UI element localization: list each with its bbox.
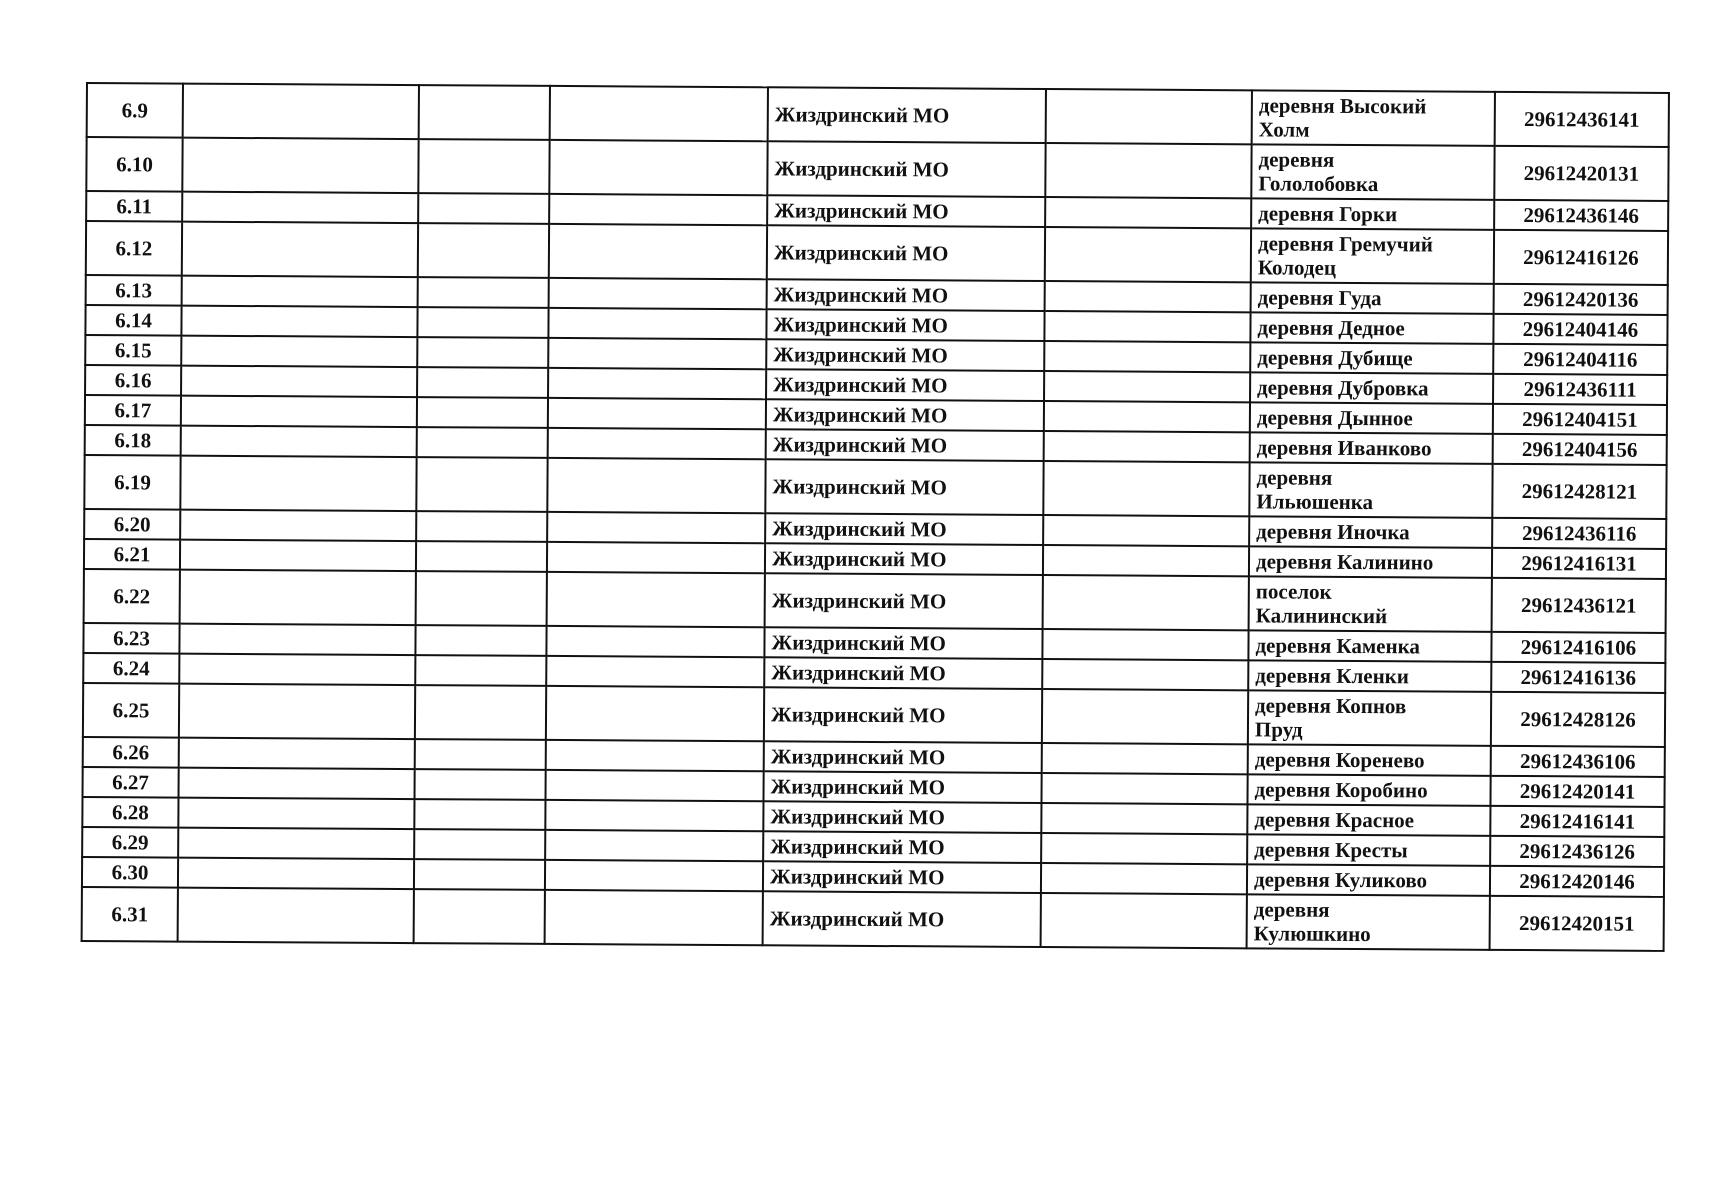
settlement-cell bbox=[1249, 516, 1492, 548]
settlement-name-line: деревня Гремучий bbox=[1257, 231, 1433, 257]
table-body bbox=[82, 83, 1669, 951]
empty-cell bbox=[181, 336, 417, 367]
empty-cell bbox=[182, 192, 418, 223]
settlement-name-line: поселок bbox=[1255, 579, 1332, 604]
settlement-name-line: Пруд bbox=[1254, 717, 1303, 742]
empty-cell bbox=[1041, 773, 1247, 804]
row-number-cell: 6.25 bbox=[83, 683, 179, 738]
row-number-cell: 6.10 bbox=[86, 137, 182, 192]
settlement-cell bbox=[1247, 894, 1490, 950]
empty-cell bbox=[549, 278, 767, 309]
municipality-cell: Жиздринский МО bbox=[766, 339, 1044, 371]
empty-cell bbox=[182, 276, 418, 307]
municipality-cell: Жиздринский МО bbox=[767, 141, 1045, 197]
municipality-cell: Жиздринский МО bbox=[765, 513, 1043, 545]
municipality-cell: Жиздринский МО bbox=[765, 573, 1043, 629]
empty-cell bbox=[549, 140, 767, 195]
municipality-cell: Жиздринский МО bbox=[763, 801, 1041, 833]
empty-cell bbox=[548, 368, 766, 399]
oktmo-code-cell: 29612420131 bbox=[1494, 146, 1668, 201]
empty-cell bbox=[1044, 431, 1250, 462]
settlement-name-line: деревня Кленки bbox=[1255, 663, 1409, 689]
row-number-cell: 6.31 bbox=[82, 887, 178, 942]
settlement-name-line: деревня bbox=[1253, 897, 1330, 922]
oktmo-code-cell: 29612420151 bbox=[1490, 896, 1664, 951]
empty-cell bbox=[179, 768, 415, 799]
empty-cell bbox=[1045, 227, 1251, 282]
settlement-cell bbox=[1250, 372, 1493, 404]
settlement-cell bbox=[1248, 744, 1491, 776]
empty-cell bbox=[1041, 893, 1247, 948]
settlement-cell bbox=[1251, 198, 1494, 230]
oktmo-code-cell: 29612420141 bbox=[1490, 776, 1664, 807]
municipality-cell: Жиздринский МО bbox=[764, 627, 1042, 659]
oktmo-code-cell: 29612436111 bbox=[1493, 374, 1667, 405]
empty-cell bbox=[1041, 863, 1247, 894]
empty-cell bbox=[1041, 803, 1247, 834]
settlement-name-line: деревня bbox=[1258, 147, 1335, 172]
settlements-table bbox=[81, 82, 1670, 952]
settlement-cell bbox=[1252, 90, 1495, 146]
municipality-cell: Жиздринский МО bbox=[767, 195, 1045, 227]
settlement-cell bbox=[1247, 804, 1490, 836]
municipality-cell: Жиздринский МО bbox=[763, 891, 1041, 947]
oktmo-code-cell: 29612428121 bbox=[1492, 464, 1666, 519]
settlement-cell bbox=[1247, 864, 1490, 896]
empty-cell bbox=[181, 306, 417, 337]
settlement-cell bbox=[1249, 546, 1492, 578]
empty-cell bbox=[418, 139, 549, 194]
empty-cell bbox=[416, 571, 547, 626]
table-row bbox=[86, 137, 1668, 201]
empty-cell bbox=[548, 308, 766, 339]
row-number-cell: 6.27 bbox=[83, 767, 179, 798]
settlement-name-line: деревня Коробино bbox=[1254, 777, 1428, 803]
settlement-name-line: Ильюшенка bbox=[1256, 489, 1374, 515]
settlement-name-line: деревня Коренево bbox=[1254, 747, 1425, 773]
row-number-cell: 6.15 bbox=[85, 335, 181, 366]
empty-cell bbox=[418, 277, 549, 308]
empty-cell bbox=[1044, 401, 1250, 432]
row-number-cell: 6.22 bbox=[84, 569, 180, 624]
settlement-name-line: деревня Кресты bbox=[1254, 837, 1408, 863]
empty-cell bbox=[415, 625, 546, 656]
settlement-cell bbox=[1250, 342, 1493, 374]
settlement-name-line: деревня Иночка bbox=[1256, 519, 1410, 545]
empty-cell bbox=[1043, 545, 1249, 576]
table-row bbox=[83, 683, 1665, 747]
row-number-cell: 6.29 bbox=[82, 827, 178, 858]
row-number-cell: 6.16 bbox=[85, 365, 181, 396]
oktmo-code-cell: 29612420146 bbox=[1490, 866, 1664, 897]
oktmo-code-cell: 29612416136 bbox=[1491, 662, 1665, 693]
settlement-name-line: деревня Дедное bbox=[1257, 315, 1405, 341]
settlement-cell bbox=[1249, 576, 1492, 632]
settlement-name-line: Холм bbox=[1258, 117, 1310, 142]
settlement-name-line: деревня Иванково bbox=[1256, 435, 1432, 461]
settlement-cell bbox=[1247, 834, 1490, 866]
empty-cell bbox=[182, 138, 418, 193]
empty-cell bbox=[416, 541, 547, 572]
empty-cell bbox=[414, 859, 545, 890]
empty-cell bbox=[416, 457, 547, 512]
empty-cell bbox=[178, 858, 414, 889]
empty-cell bbox=[181, 366, 417, 397]
empty-cell bbox=[417, 367, 548, 398]
oktmo-code-cell: 29612416131 bbox=[1492, 548, 1666, 579]
oktmo-code-cell: 29612420136 bbox=[1494, 284, 1668, 315]
oktmo-code-cell: 29612436126 bbox=[1490, 836, 1664, 867]
row-number-cell: 6.24 bbox=[83, 653, 179, 684]
empty-cell bbox=[416, 511, 547, 542]
empty-cell bbox=[178, 888, 414, 943]
oktmo-code-cell: 29612436116 bbox=[1492, 518, 1666, 549]
empty-cell bbox=[546, 686, 764, 741]
municipality-cell: Жиздринский МО bbox=[765, 543, 1043, 575]
row-number-cell: 6.9 bbox=[87, 83, 183, 138]
empty-cell bbox=[181, 396, 417, 427]
municipality-cell: Жиздринский МО bbox=[768, 87, 1046, 143]
empty-cell bbox=[417, 307, 548, 338]
empty-cell bbox=[419, 85, 550, 140]
row-number-cell: 6.21 bbox=[84, 539, 180, 570]
row-number-cell: 6.13 bbox=[86, 275, 182, 306]
settlement-name-line: деревня Калинино bbox=[1255, 549, 1434, 575]
empty-cell bbox=[179, 738, 415, 769]
empty-cell bbox=[545, 860, 763, 891]
empty-cell bbox=[417, 397, 548, 428]
empty-cell bbox=[181, 426, 417, 457]
settlement-cell bbox=[1250, 312, 1493, 344]
empty-cell bbox=[1042, 659, 1248, 690]
settlement-cell bbox=[1251, 144, 1494, 200]
empty-cell bbox=[1045, 281, 1251, 312]
row-number-cell: 6.18 bbox=[85, 425, 181, 456]
row-number-cell: 6.14 bbox=[85, 305, 181, 336]
municipality-cell: Жиздринский МО bbox=[767, 279, 1045, 311]
settlement-name-line: деревня Дубровка bbox=[1257, 375, 1429, 401]
empty-cell bbox=[545, 890, 763, 945]
municipality-cell: Жиздринский МО bbox=[767, 225, 1045, 281]
row-number-cell: 6.11 bbox=[86, 191, 182, 222]
settlement-cell bbox=[1250, 432, 1493, 464]
empty-cell bbox=[545, 800, 763, 831]
settlement-cell bbox=[1250, 402, 1493, 434]
empty-cell bbox=[1044, 341, 1250, 372]
empty-cell bbox=[178, 828, 414, 859]
municipality-cell: Жиздринский МО bbox=[764, 741, 1042, 773]
oktmo-code-cell: 29612436121 bbox=[1492, 578, 1666, 633]
oktmo-code-cell: 29612404156 bbox=[1493, 434, 1667, 465]
empty-cell bbox=[180, 570, 416, 625]
empty-cell bbox=[1044, 371, 1250, 402]
empty-cell bbox=[548, 428, 766, 459]
settlement-cell bbox=[1248, 660, 1491, 692]
settlement-name-line: Кулюшкино bbox=[1253, 921, 1371, 947]
empty-cell bbox=[414, 829, 545, 860]
empty-cell bbox=[1042, 629, 1248, 660]
empty-cell bbox=[547, 512, 765, 543]
empty-cell bbox=[1045, 197, 1251, 228]
empty-cell bbox=[179, 654, 415, 685]
oktmo-code-cell: 29612436106 bbox=[1491, 746, 1665, 777]
empty-cell bbox=[1041, 833, 1247, 864]
settlement-name-line: деревня bbox=[1256, 465, 1333, 490]
municipality-cell: Жиздринский МО bbox=[764, 657, 1042, 689]
empty-cell bbox=[415, 769, 546, 800]
empty-cell bbox=[547, 458, 765, 513]
settlement-cell bbox=[1247, 774, 1490, 806]
settlement-name-line: деревня Красное bbox=[1254, 807, 1415, 833]
oktmo-code-cell: 29612436146 bbox=[1494, 200, 1668, 231]
empty-cell bbox=[546, 656, 764, 687]
settlement-cell bbox=[1251, 228, 1494, 284]
settlement-name-line: деревня Куликово bbox=[1253, 867, 1428, 893]
table-row bbox=[84, 455, 1666, 519]
empty-cell bbox=[1046, 89, 1252, 144]
oktmo-code-cell: 29612416141 bbox=[1490, 806, 1664, 837]
empty-cell bbox=[183, 84, 419, 139]
empty-cell bbox=[418, 223, 549, 278]
municipality-cell: Жиздринский МО bbox=[766, 399, 1044, 431]
empty-cell bbox=[547, 572, 765, 627]
empty-cell bbox=[548, 338, 766, 369]
empty-cell bbox=[547, 542, 765, 573]
empty-cell bbox=[546, 740, 764, 771]
row-number-cell: 6.17 bbox=[85, 395, 181, 426]
settlement-name-line: Колодец bbox=[1257, 255, 1337, 280]
empty-cell bbox=[1043, 575, 1249, 630]
empty-cell bbox=[546, 626, 764, 657]
settlement-name-line: Гололобовка bbox=[1258, 171, 1379, 197]
row-number-cell: 6.12 bbox=[86, 221, 182, 276]
empty-cell bbox=[1044, 311, 1250, 342]
empty-cell bbox=[549, 224, 767, 279]
table-row bbox=[82, 887, 1664, 951]
municipality-cell: Жиздринский МО bbox=[764, 687, 1042, 743]
settlement-cell bbox=[1251, 282, 1494, 314]
empty-cell bbox=[1045, 143, 1251, 198]
row-number-cell: 6.26 bbox=[83, 737, 179, 768]
settlement-name-line: деревня Каменка bbox=[1255, 633, 1421, 659]
row-number-cell: 6.20 bbox=[84, 509, 180, 540]
municipality-cell: Жиздринский МО bbox=[763, 831, 1041, 863]
empty-cell bbox=[545, 830, 763, 861]
empty-cell bbox=[415, 685, 546, 740]
settlement-name-line: деревня Копнов bbox=[1255, 693, 1407, 719]
empty-cell bbox=[180, 456, 416, 511]
settlement-cell bbox=[1248, 690, 1491, 746]
oktmo-code-cell: 29612416106 bbox=[1491, 632, 1665, 663]
settlement-name-line: Калининский bbox=[1255, 603, 1388, 629]
table-row bbox=[84, 569, 1666, 633]
row-number-cell: 6.28 bbox=[82, 797, 178, 828]
row-number-cell: 6.19 bbox=[84, 455, 180, 510]
empty-cell bbox=[182, 222, 418, 277]
settlement-cell bbox=[1248, 630, 1491, 662]
municipality-cell: Жиздринский МО bbox=[766, 309, 1044, 341]
empty-cell bbox=[415, 655, 546, 686]
oktmo-code-cell: 29612428126 bbox=[1491, 692, 1665, 747]
settlement-cell bbox=[1249, 462, 1492, 518]
oktmo-code-cell: 29612404151 bbox=[1493, 404, 1667, 435]
empty-cell bbox=[550, 86, 768, 141]
municipality-cell: Жиздринский МО bbox=[765, 459, 1043, 515]
municipality-cell: Жиздринский МО bbox=[766, 429, 1044, 461]
empty-cell bbox=[1042, 743, 1248, 774]
empty-cell bbox=[417, 427, 548, 458]
oktmo-code-cell: 29612404116 bbox=[1493, 344, 1667, 375]
municipality-cell: Жиздринский МО bbox=[766, 369, 1044, 401]
empty-cell bbox=[417, 337, 548, 368]
oktmo-code-cell: 29612436141 bbox=[1495, 92, 1669, 147]
oktmo-code-cell: 29612416126 bbox=[1494, 230, 1668, 285]
settlement-name-line: деревня Гуда bbox=[1257, 285, 1382, 311]
row-number-cell: 6.30 bbox=[82, 857, 178, 888]
empty-cell bbox=[414, 889, 545, 944]
empty-cell bbox=[414, 799, 545, 830]
oktmo-code-cell: 29612404146 bbox=[1493, 314, 1667, 345]
table-row bbox=[87, 83, 1669, 147]
empty-cell bbox=[415, 739, 546, 770]
empty-cell bbox=[178, 798, 414, 829]
table-row bbox=[86, 221, 1668, 285]
empty-cell bbox=[1043, 461, 1249, 516]
settlement-name-line: деревня Дубище bbox=[1257, 345, 1413, 371]
empty-cell bbox=[548, 398, 766, 429]
empty-cell bbox=[545, 770, 763, 801]
empty-cell bbox=[179, 624, 415, 655]
settlement-name-line: деревня Горки bbox=[1258, 201, 1398, 227]
settlement-name-line: деревня Высокий bbox=[1258, 93, 1427, 119]
empty-cell bbox=[418, 193, 549, 224]
settlement-name-line: деревня Дынное bbox=[1256, 405, 1413, 431]
empty-cell bbox=[1042, 689, 1248, 744]
empty-cell bbox=[1043, 515, 1249, 546]
row-number-cell: 6.23 bbox=[83, 623, 179, 654]
municipality-cell: Жиздринский МО bbox=[763, 771, 1041, 803]
empty-cell bbox=[179, 684, 415, 739]
empty-cell bbox=[180, 540, 416, 571]
empty-cell bbox=[180, 510, 416, 541]
empty-cell bbox=[549, 194, 767, 225]
municipality-cell: Жиздринский МО bbox=[763, 861, 1041, 893]
